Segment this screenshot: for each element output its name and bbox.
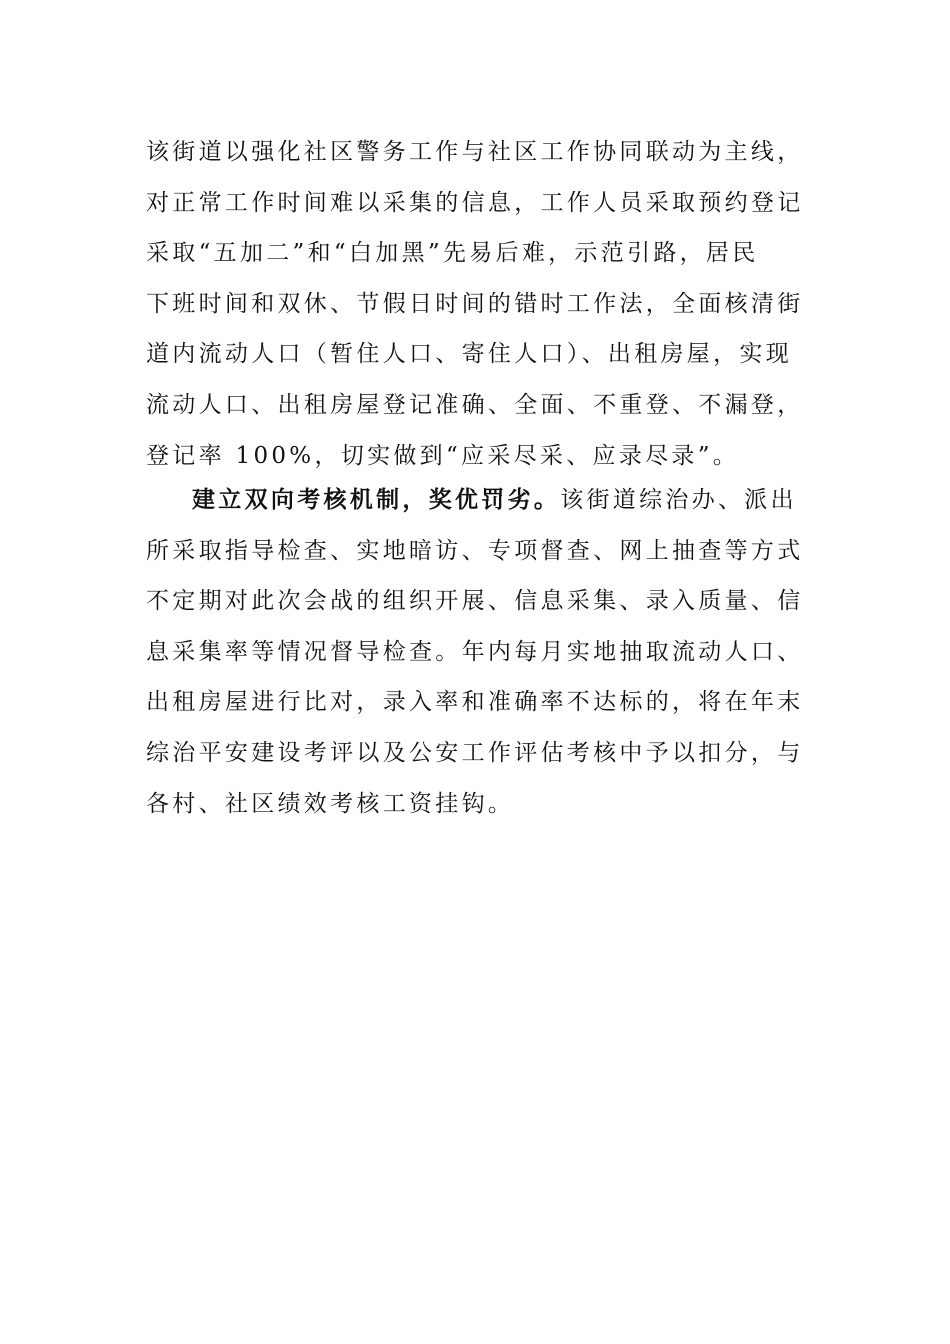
paragraph-2-line: 综治平安建设考评以及公安工作评估考核中予以扣分，与 [146,739,804,766]
paragraph-2-line: 不定期对此次会战的组织开展、信息采集、录入质量、信 [146,588,804,615]
paragraph-2-first-line [146,475,806,526]
paragraph-1-line: 登记率 100%，切实做到“应采尽采、应录尽录”。 [146,442,740,469]
paragraph-1-line: 该街道以强化社区警务工作与社区工作协同联动为主线， [146,139,804,165]
paragraph-1-line: 流动人口、出租房屋登记准确、全面、不重登、不漏登， [146,391,804,418]
paragraph-1-line: 道内流动人口（暂住人口、寄住人口）、出租房屋，实现 [146,341,792,368]
paragraph-2-first-line-text: 该街道综治办、派出 [560,487,797,513]
paragraph-2-line: 各村、社区绩效考核工资挂钩。 [146,790,515,817]
paragraph-2-line: 息采集率等情况督导检查。年内每月实地抽取流动人口、 [146,638,804,665]
paragraph-2-line: 所采取指导检查、实地暗访、专项督查、网上抽查等方式 [146,537,804,564]
paragraph-1-line: 对正常工作时间难以采集的信息，工作人员采取预约登记 [146,189,804,216]
paragraph-1-line: 下班时间和双休、节假日时间的错时工作法，全面核清街 [146,290,804,317]
paragraph-2-line: 出租房屋进行比对，录入率和准确率不达标的，将在年末 [146,689,804,716]
paragraph-1-line: 采取“五加二”和“白加黑”先易后难，示范引路，居民 [146,240,759,267]
paragraph-1 [146,127,806,481]
paragraph-2-heading: 建立双向考核机制，奖优罚劣。 [192,487,561,513]
paragraph-2 [146,475,806,829]
